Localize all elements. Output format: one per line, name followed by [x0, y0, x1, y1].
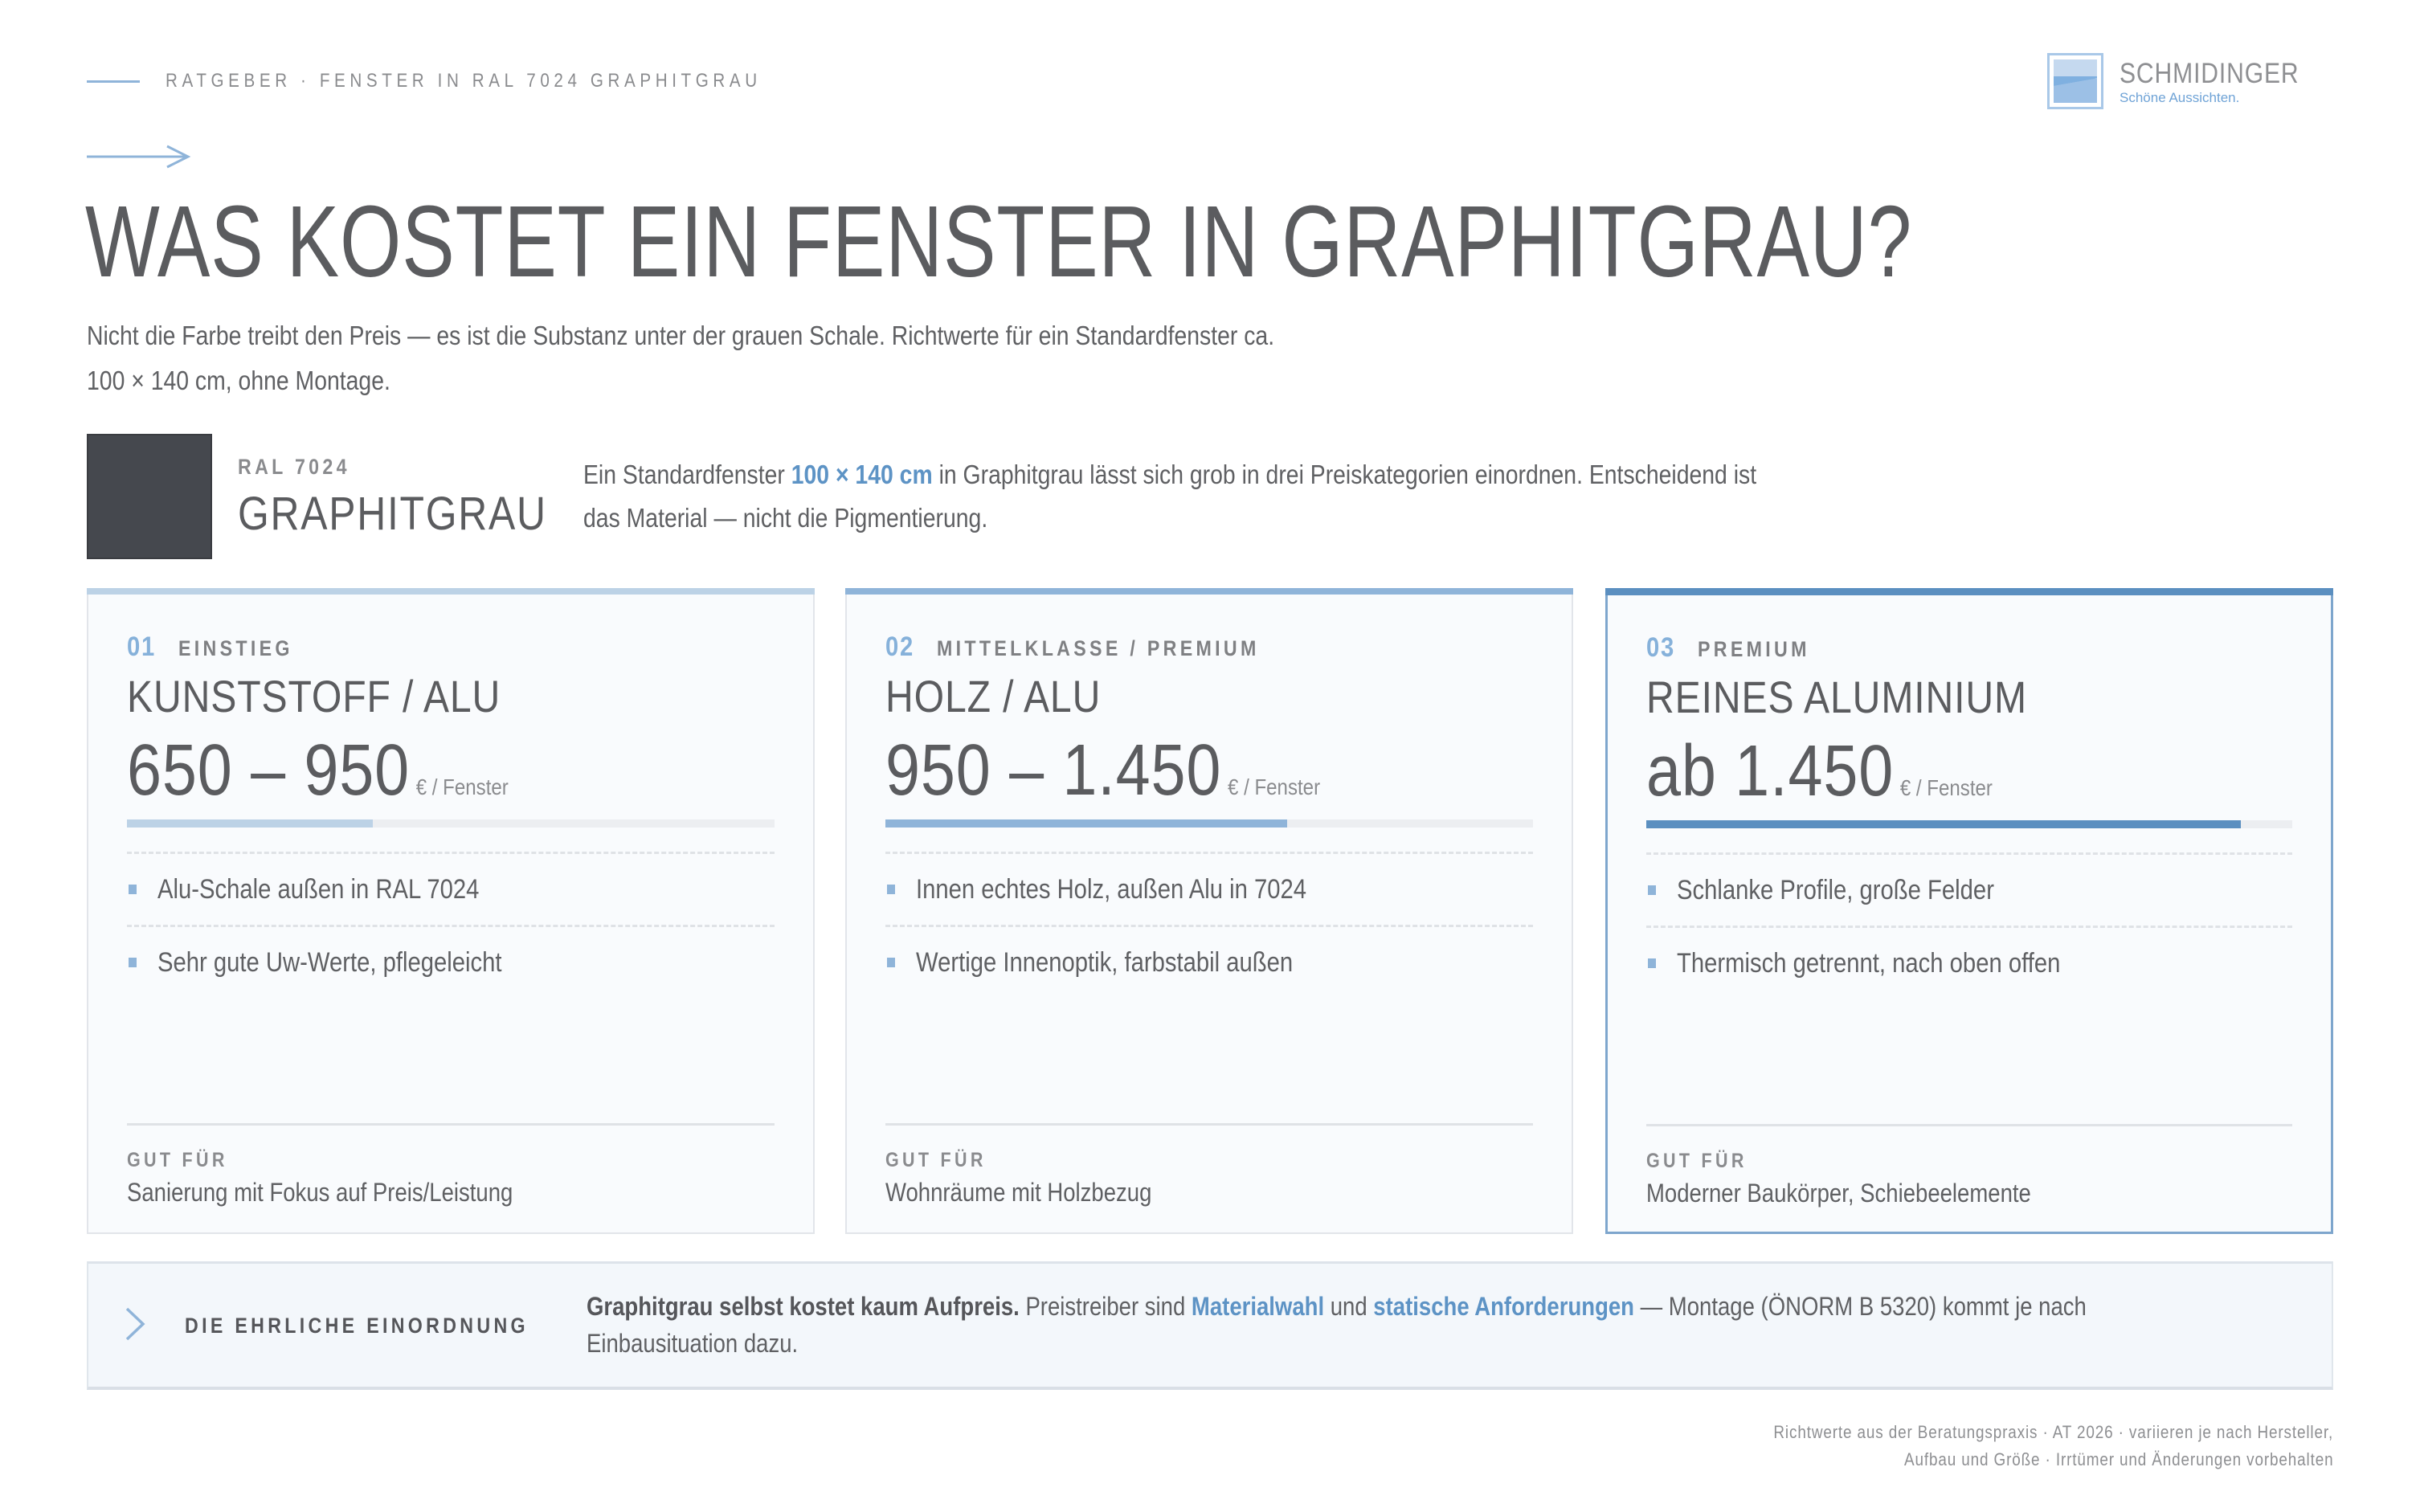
tier-category: EINSTIEG: [178, 636, 293, 660]
tier-material: HOLZ / ALU: [885, 671, 1102, 721]
feature-list: [127, 852, 775, 998]
feature-item: Innen echtes Holz, außen Alu in 7024: [885, 852, 1533, 925]
ral-code: RAL 7024: [238, 455, 350, 479]
tier-card-premium: [1605, 588, 2333, 1234]
highlight-statik: statische Anforderungen: [1373, 1292, 1634, 1321]
price-unit: € / Fenster: [415, 774, 509, 799]
feature-item: Schlanke Profile, große Felder: [1646, 852, 2292, 926]
good-for-label: GUT FÜR: [1646, 1150, 1748, 1172]
good-for-label: GUT FÜR: [127, 1149, 228, 1171]
price-value: 650 – 950: [127, 730, 411, 811]
price-level-bar: [885, 819, 1533, 828]
tier-number: 03: [1646, 632, 1675, 663]
intro-text: Nicht die Farbe treibt den Preis — es ist die Substanz unter der grauen Schale. Richtwerte für ein Standardfenster ca. 100 × 140 cm, ohne Montage.: [87, 321, 1275, 395]
breadcrumb: [87, 69, 858, 93]
price-level-bar: [1646, 820, 2292, 828]
divider: [127, 1123, 775, 1126]
price-value: ab 1.450: [1646, 731, 1895, 811]
logo-window-icon: [2047, 53, 2103, 109]
color-swatch: [87, 434, 212, 559]
highlight-materialwahl: Materialwahl: [1191, 1292, 1325, 1321]
bullet-square-icon: [1648, 958, 1656, 968]
footnote: Richtwerte aus der Beratungspraxis · AT 2026 · variieren je nach Hersteller, Aufbau und Größe · Irrtümer und Änderungen vorbehalten: [1773, 1422, 2333, 1469]
divider: [1646, 1124, 2292, 1126]
tier-price: [1646, 727, 1993, 815]
good-for-text: Wohnräume mit Holzbezug: [885, 1178, 1152, 1207]
breadcrumb-text: RATGEBER · FENSTER IN RAL 7024 GRAPHITGRAU: [166, 70, 762, 92]
good-for-text: Moderner Baukörper, Schiebeelemente: [1646, 1179, 2031, 1208]
bullet-square-icon: [1648, 885, 1656, 895]
tier-card-einstieg: [87, 588, 815, 1234]
brand-logo[interactable]: [2047, 53, 2328, 109]
feature-item: Sehr gute Uw-Werte, pflegeleicht: [127, 925, 775, 998]
tier-price: [885, 726, 1320, 815]
tier-material: KUNSTSTOFF / ALU: [127, 671, 501, 721]
summary-banner: [87, 1261, 2333, 1390]
tier-number: 02: [885, 631, 914, 662]
breadcrumb-rule: [87, 80, 140, 83]
price-level-fill: [1646, 820, 2241, 828]
price-level-bar: [127, 819, 775, 828]
bullet-square-icon: [129, 958, 137, 967]
tier-material: REINES ALUMINIUM: [1646, 672, 2028, 722]
feature-item: Thermisch getrennt, nach oben offen: [1646, 926, 2292, 999]
feature-item: Wertige Innenoptik, farbstabil außen: [885, 925, 1533, 998]
good-for-text: Sanierung mit Fokus auf Preis/Leistung: [127, 1178, 513, 1207]
ral-color-name: GRAPHITGRAU: [238, 488, 547, 540]
banner-label: DIE EHRLICHE EINORDNUNG: [185, 1314, 529, 1338]
tier-card-mittelklasse: [845, 588, 1573, 1234]
price-unit: € / Fenster: [1899, 775, 1993, 800]
tier-category: PREMIUM: [1697, 637, 1810, 661]
price-value: 950 – 1.450: [885, 730, 1222, 811]
divider: [885, 1123, 1533, 1126]
size-highlight: 100 × 140 cm: [791, 460, 933, 489]
banner-text: Graphitgrau selbst kostet kaum Aufpreis. Preistreiber sind Materialwahl und statische Anforderungen — Montage (ÖNORM B 5320) kommt je nach Einbausituation dazu.: [587, 1292, 2087, 1358]
good-for-label: GUT FÜR: [885, 1149, 987, 1171]
arrow-right-icon: [87, 145, 191, 169]
price-level-fill: [127, 819, 373, 828]
chevron-right-icon: [124, 1306, 148, 1342]
bullet-square-icon: [887, 885, 895, 894]
price-level-fill: [885, 819, 1287, 828]
feature-list: [885, 852, 1533, 998]
tier-price: [127, 726, 509, 815]
tier-category: MITTELKLASSE / PREMIUM: [936, 636, 1260, 660]
logo-tagline: Schöne Aussichten.: [2120, 90, 2240, 105]
feature-item: Alu-Schale außen in RAL 7024: [127, 852, 775, 925]
color-description: Ein Standardfenster 100 × 140 cm in Graphitgrau lässt sich grob in drei Preiskategorien einordnen. Entscheidend ist das Material — nicht die Pigmentierung.: [583, 460, 1757, 533]
bullet-square-icon: [887, 958, 895, 967]
logo-name: SCHMIDINGER: [2120, 58, 2299, 89]
price-unit: € / Fenster: [1227, 774, 1321, 799]
bullet-square-icon: [129, 885, 137, 894]
page-title: WAS KOSTET EIN FENSTER IN GRAPHITGRAU?: [85, 185, 1913, 298]
feature-list: [1646, 852, 2292, 999]
tier-number: 01: [127, 631, 156, 662]
